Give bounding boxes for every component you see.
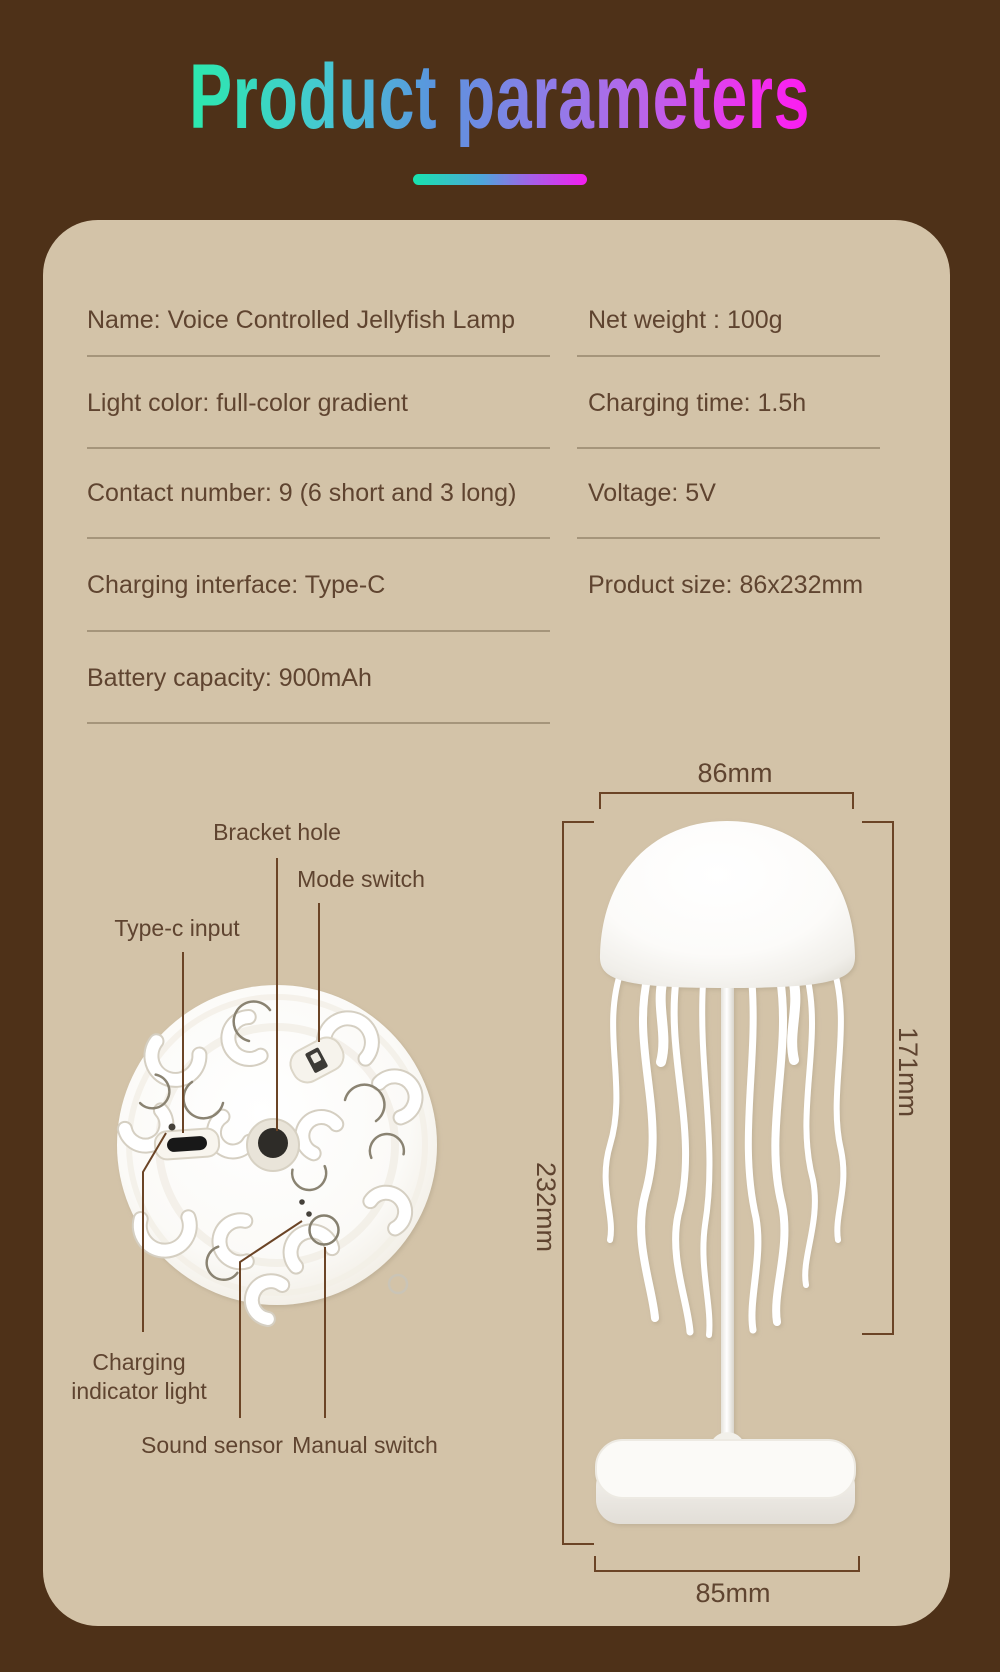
divider (577, 355, 880, 357)
divider (87, 355, 550, 357)
divider (577, 447, 880, 449)
label-bracket-hole: Bracket hole (213, 819, 341, 845)
spec-net-weight: Net weight : 100g (588, 306, 783, 334)
spec-contact-number: Contact number: 9 (6 short and 3 long) (87, 479, 517, 507)
divider (87, 722, 550, 724)
label-sound-sensor: Sound sensor (141, 1432, 283, 1458)
divider (87, 537, 550, 539)
divider (577, 537, 880, 539)
spec-charging-time: Charging time: 1.5h (588, 389, 807, 417)
spec-name: Name: Voice Controlled Jellyfish Lamp (87, 306, 515, 334)
label-charging-indicator-light: Charging indicator light (71, 1349, 207, 1404)
dimension-base-width: 85mm (695, 1578, 771, 1608)
label-mode-switch: Mode switch (297, 866, 425, 892)
label-type-c-input: Type-c input (114, 915, 240, 941)
dimension-total-height: 232mm (531, 1161, 561, 1253)
dimension-head-width: 86mm (697, 758, 773, 788)
spec-product-size: Product size: 86x232mm (588, 571, 864, 599)
page-title: Product parameters (189, 38, 810, 156)
label-manual-switch: Manual switch (292, 1432, 438, 1458)
divider (87, 447, 550, 449)
spec-battery-capacity: Battery capacity: 900mAh (87, 664, 372, 692)
title-underline-bar (413, 174, 587, 185)
spec-voltage: Voltage: 5V (588, 479, 716, 507)
spec-charging-interface: Charging interface: Type-C (87, 571, 386, 599)
page-title-wrap (0, 38, 1000, 156)
dimension-jellyfish-height: 171mm (893, 1026, 923, 1118)
spec-light-color: Light color: full-color gradient (87, 389, 408, 417)
divider (87, 630, 550, 632)
